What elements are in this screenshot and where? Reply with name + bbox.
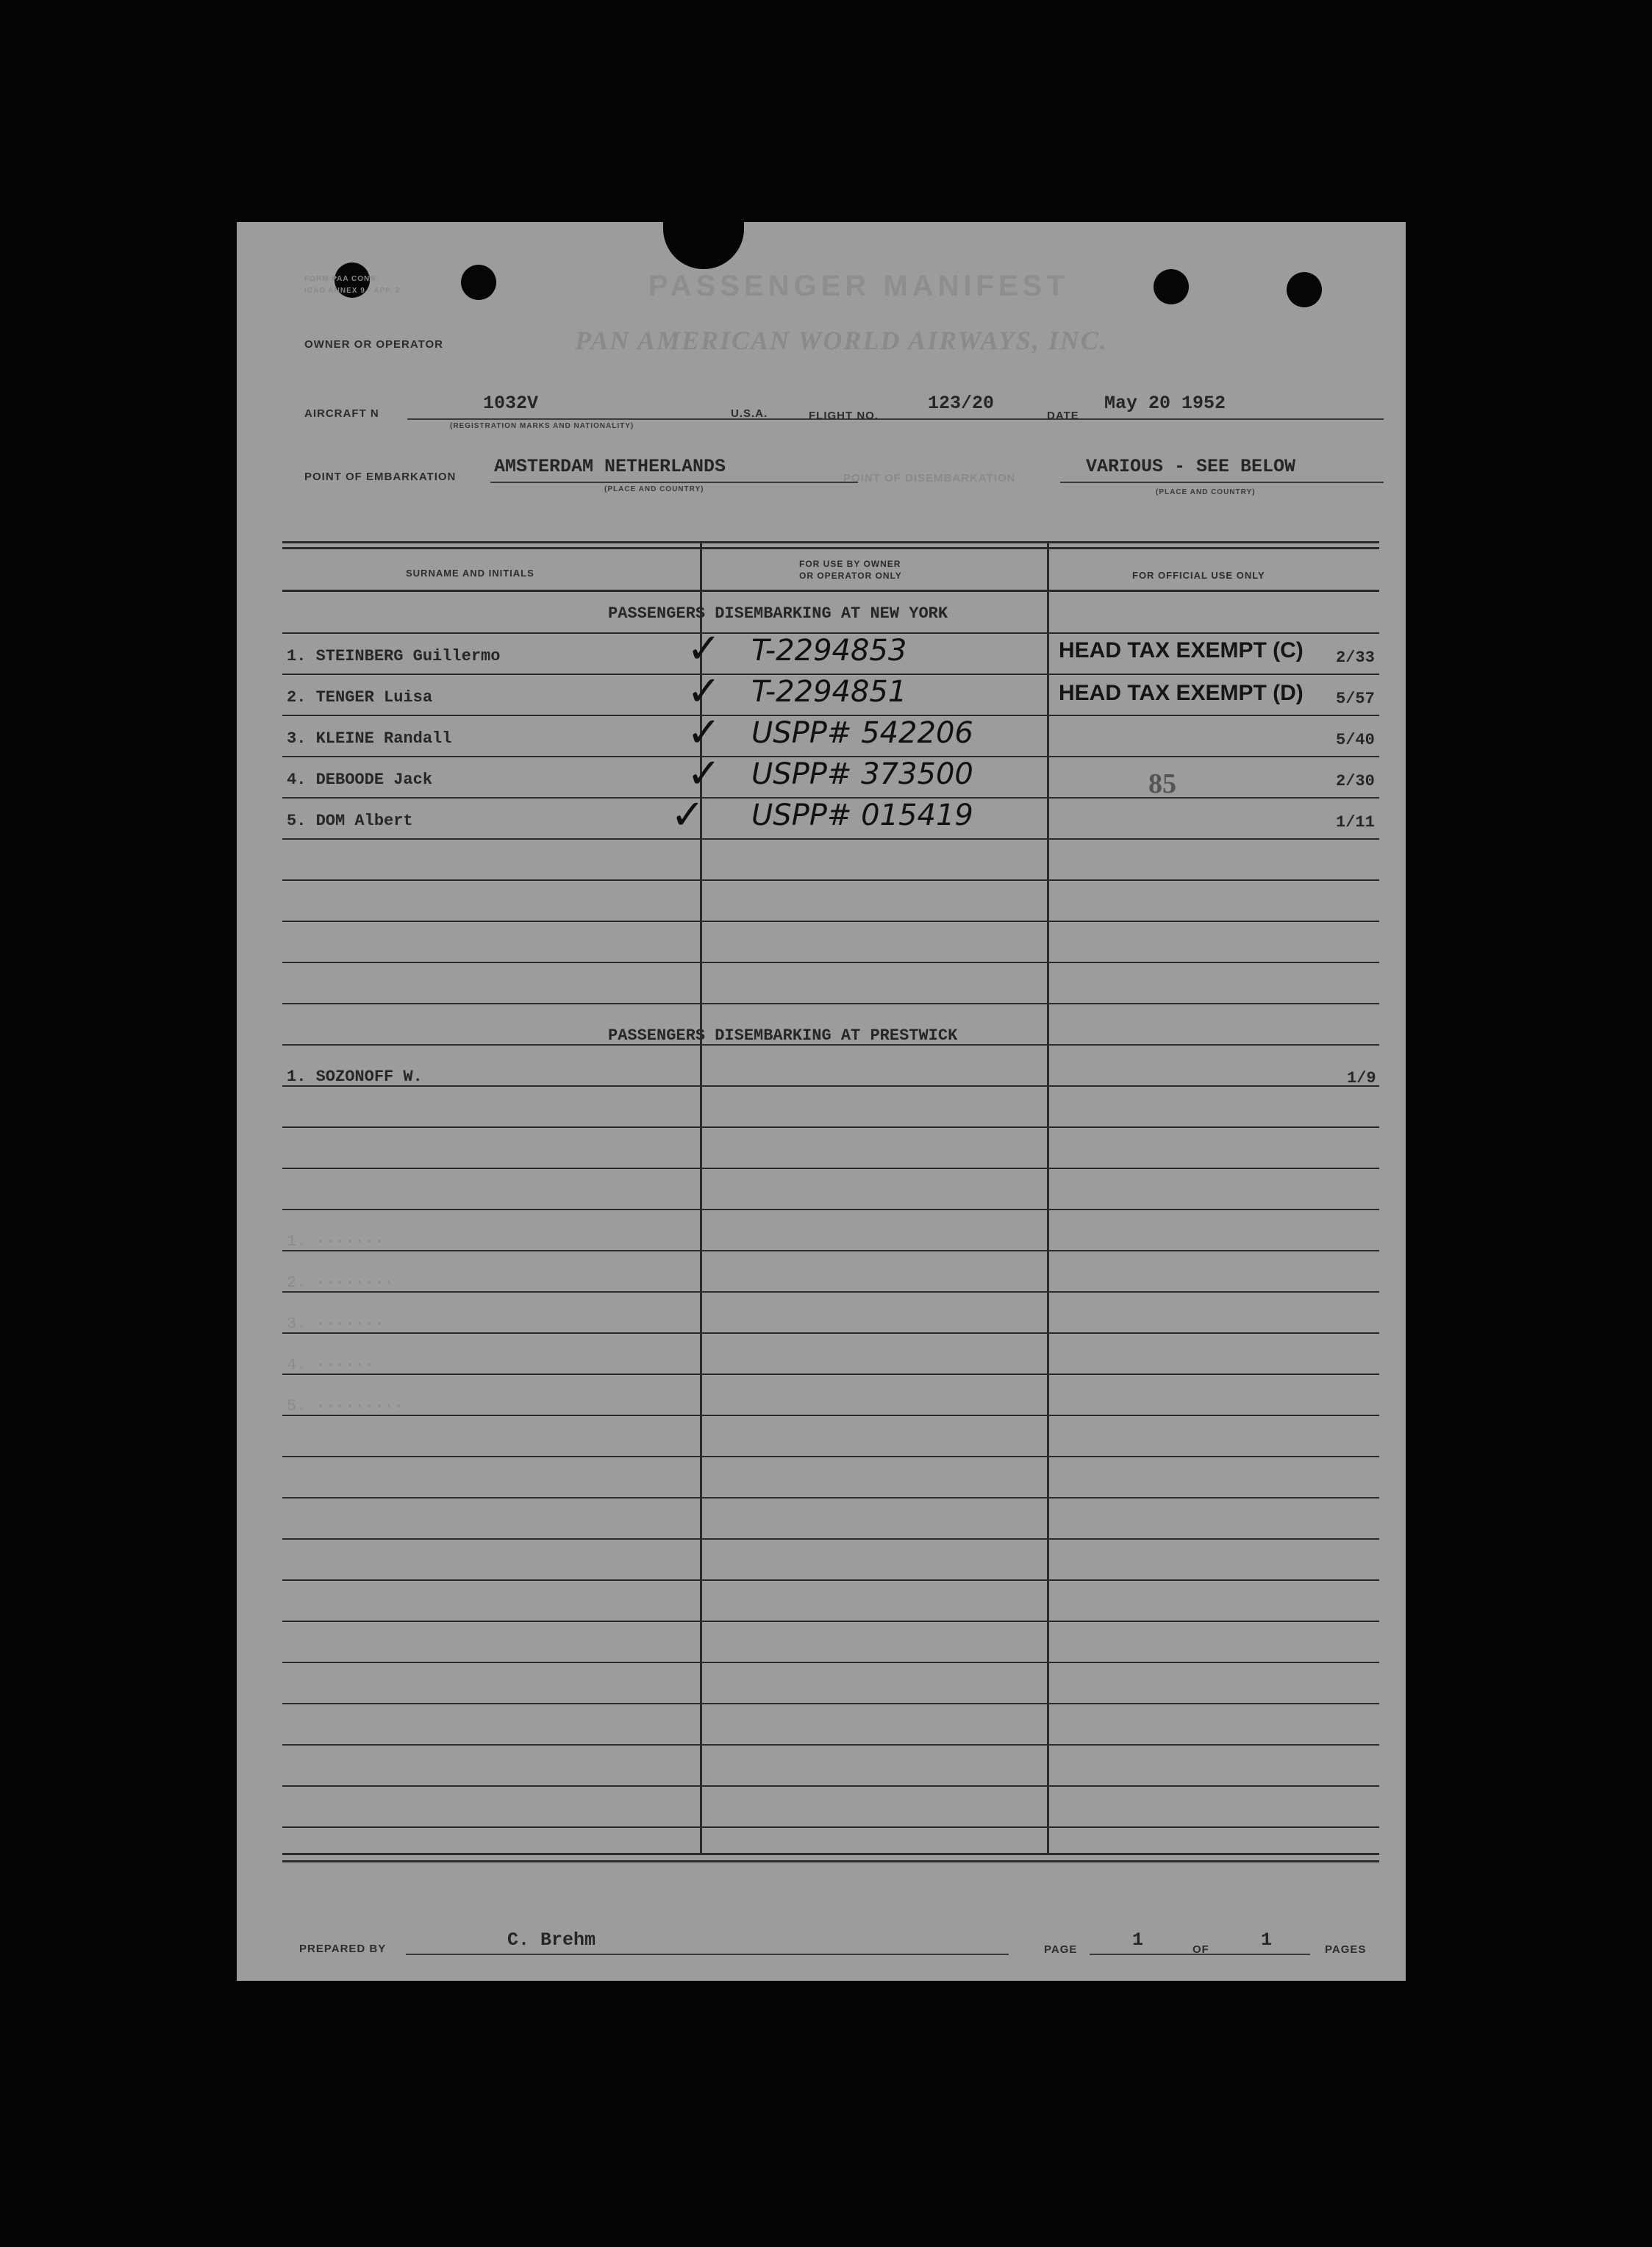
check-mark: ✓ bbox=[687, 668, 721, 715]
aircraft-label: AIRCRAFT N bbox=[304, 407, 379, 420]
row-rule bbox=[282, 1373, 1379, 1375]
rule bbox=[1060, 482, 1384, 483]
row-rule bbox=[282, 879, 1379, 881]
row-rule bbox=[282, 1703, 1379, 1704]
passenger-name: 3. KLEINE Randall bbox=[287, 729, 452, 748]
bleed-through: 3. ······· bbox=[287, 1315, 385, 1333]
of-label: OF bbox=[1192, 1943, 1209, 1956]
handwritten-ticket: T-2294853 bbox=[751, 634, 907, 668]
form-code-2: ICAO ANNEX 9 - APP. 2 bbox=[304, 287, 401, 295]
check-mark: ✓ bbox=[687, 625, 721, 673]
row-code: 1/11 bbox=[1336, 813, 1375, 832]
row-code: 5/40 bbox=[1336, 731, 1375, 749]
embark-caption: (PLACE AND COUNTRY) bbox=[604, 485, 704, 493]
official-stamp: HEAD TAX EXEMPT (D) bbox=[1059, 681, 1304, 705]
passenger-name: 2. TENGER Luisa bbox=[287, 688, 433, 707]
section-heading: PASSENGERS DISEMBARKING AT PRESTWICK bbox=[608, 1026, 958, 1045]
date-label: DATE bbox=[1047, 410, 1079, 422]
usa-label: U.S.A. bbox=[731, 407, 768, 420]
column-divider bbox=[1047, 543, 1049, 1853]
punch-hole bbox=[1287, 272, 1322, 307]
torn-edge bbox=[663, 218, 744, 269]
punch-hole bbox=[1154, 269, 1189, 304]
passenger-name: 1. SOZONOFF W. bbox=[287, 1068, 423, 1086]
row-rule bbox=[282, 1456, 1379, 1457]
row-rule bbox=[282, 962, 1379, 963]
disembark-value: VARIOUS - SEE BELOW bbox=[1086, 456, 1296, 477]
rule bbox=[406, 1954, 1009, 1955]
row-code: 1/9 bbox=[1347, 1069, 1376, 1087]
row-rule bbox=[282, 1291, 1379, 1293]
col-official: FOR OFFICIAL USE ONLY bbox=[1132, 570, 1265, 581]
table-top-rule-2 bbox=[282, 547, 1379, 549]
col-owner-use: FOR USE BY OWNER bbox=[799, 559, 901, 569]
disembark-label: POINT OF DISEMBARKATION bbox=[843, 472, 1016, 485]
section-heading: PASSENGERS DISEMBARKING AT NEW YORK bbox=[608, 604, 948, 623]
passenger-name: 5. DOM Albert bbox=[287, 812, 413, 830]
of-value: 1 bbox=[1261, 1929, 1273, 1951]
row-rule bbox=[282, 1332, 1379, 1334]
row-rule bbox=[282, 1168, 1379, 1169]
owner-label: OWNER OR OPERATOR bbox=[304, 338, 443, 351]
row-rule bbox=[282, 1003, 1379, 1004]
row-rule bbox=[282, 1209, 1379, 1210]
page-label: PAGE bbox=[1044, 1943, 1078, 1956]
date-value: May 20 1952 bbox=[1104, 393, 1226, 414]
punch-hole bbox=[461, 265, 496, 300]
check-mark: ✓ bbox=[687, 750, 721, 798]
col-owner-use-2: OR OPERATOR ONLY bbox=[799, 571, 902, 581]
row-rule bbox=[282, 1621, 1379, 1622]
row-rule bbox=[282, 1785, 1379, 1787]
check-mark: ✓ bbox=[687, 709, 721, 757]
handwritten-passport: USPP# 542206 bbox=[751, 716, 973, 750]
row-rule bbox=[282, 1250, 1379, 1251]
row-rule bbox=[282, 1744, 1379, 1746]
embark-value: AMSTERDAM NETHERLANDS bbox=[494, 456, 726, 477]
handwritten-ticket: T-2294851 bbox=[751, 675, 907, 709]
flight-value: 123/20 bbox=[928, 393, 995, 414]
prepared-value: C. Brehm bbox=[507, 1929, 596, 1951]
passenger-name: 4. DEBOODE Jack bbox=[287, 771, 433, 789]
rule bbox=[1090, 418, 1384, 420]
table-bottom-rule bbox=[282, 1853, 1379, 1855]
embark-label: POINT OF EMBARKATION bbox=[304, 471, 457, 483]
official-number: 85 bbox=[1148, 768, 1176, 799]
owner-value: PAN AMERICAN WORLD AIRWAYS, INC. bbox=[575, 326, 1108, 355]
table-top-rule bbox=[282, 541, 1379, 543]
row-code: 2/33 bbox=[1336, 649, 1375, 667]
row-rule bbox=[282, 1826, 1379, 1828]
prepared-label: PREPARED BY bbox=[299, 1943, 387, 1955]
col-surname: SURNAME AND INITIALS bbox=[406, 568, 534, 579]
row-rule bbox=[282, 1415, 1379, 1416]
row-rule bbox=[282, 1126, 1379, 1128]
row-rule bbox=[282, 1497, 1379, 1498]
rule bbox=[490, 482, 858, 483]
handwritten-passport: USPP# 015419 bbox=[751, 799, 973, 832]
table-bottom-rule-2 bbox=[282, 1860, 1379, 1862]
official-stamp: HEAD TAX EXEMPT (C) bbox=[1059, 638, 1304, 662]
manifest-page bbox=[237, 222, 1406, 1981]
bleed-through: 5. ········· bbox=[287, 1397, 404, 1415]
bleed-through: 1. ······· bbox=[287, 1232, 385, 1251]
form-title: PASSENGER MANIFEST bbox=[648, 270, 1069, 302]
row-rule bbox=[282, 1579, 1379, 1581]
row-code: 2/30 bbox=[1336, 772, 1375, 790]
row-rule bbox=[282, 921, 1379, 922]
page-value: 1 bbox=[1132, 1929, 1144, 1951]
bleed-through: 4. ······ bbox=[287, 1356, 374, 1374]
passenger-name: 1. STEINBERG Guillermo bbox=[287, 647, 501, 665]
check-mark: ✓ bbox=[671, 791, 705, 839]
row-rule bbox=[282, 1662, 1379, 1663]
flight-label: FLIGHT NO. bbox=[809, 410, 879, 422]
row-rule bbox=[282, 1538, 1379, 1540]
bleed-through: 2. ········ bbox=[287, 1273, 394, 1292]
pages-label: PAGES bbox=[1325, 1943, 1367, 1956]
header-rule bbox=[282, 590, 1379, 592]
row-rule bbox=[282, 838, 1379, 840]
form-code: FORM PAA CONN. bbox=[304, 275, 379, 283]
row-rule bbox=[282, 1085, 1379, 1087]
registration-caption: (REGISTRATION MARKS AND NATIONALITY) bbox=[450, 422, 634, 430]
disembark-caption: (PLACE AND COUNTRY) bbox=[1156, 488, 1256, 496]
row-code: 5/57 bbox=[1336, 690, 1375, 708]
aircraft-value: 1032V bbox=[483, 393, 539, 414]
handwritten-passport: USPP# 373500 bbox=[751, 757, 973, 791]
